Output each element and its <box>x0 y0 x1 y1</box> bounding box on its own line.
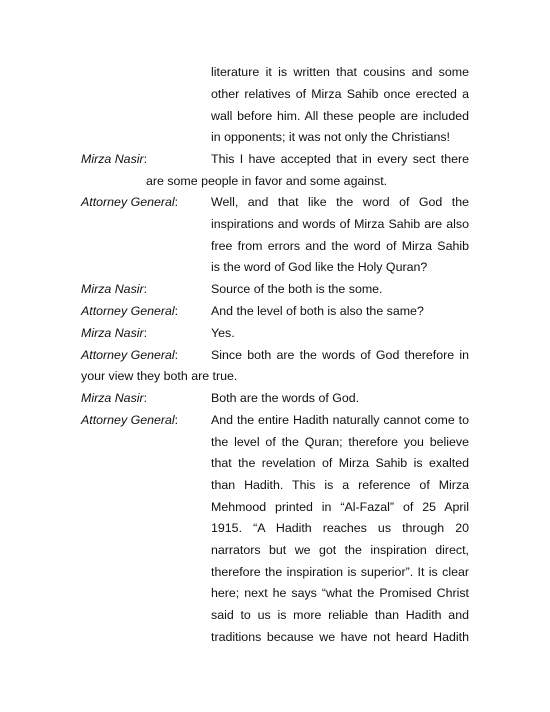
text-line: Well, and that like the word of God the <box>211 195 469 209</box>
text-line: other relatives of Mirza Sahib once erected a <box>211 87 469 101</box>
speaker-label: Mirza Nasir: <box>81 152 148 166</box>
text-line: Mehmood printed in “Al-Fazal” of 25 April <box>211 500 469 514</box>
text-line: Since both are the words of God therefore in <box>211 348 469 362</box>
text-line: that the revelation of Mirza Sahib is exalted <box>211 456 469 470</box>
speaker-label: Attorney General: <box>81 348 179 362</box>
text-line: than Hadith. This is a reference of Mirza <box>211 478 469 492</box>
text-line: in opponents; it was not only the Christians! <box>211 130 450 144</box>
text-line: traditions because we have not heard Hadith <box>211 630 469 644</box>
speaker-label: Attorney General: <box>81 304 179 318</box>
text-line: 1915. “A Hadith reaches us through 20 <box>211 521 469 535</box>
text-line: your view they both are true. <box>81 369 238 383</box>
speaker-label: Attorney General: <box>81 413 179 427</box>
text-line: therefore the inspiration is superior”. It is clear <box>211 565 469 579</box>
text-line: narrators but we got the inspiration direct, <box>211 543 469 557</box>
text-line: literature it is written that cousins and some <box>211 65 469 79</box>
text-line: here; next he says “what the Promised Christ <box>211 586 469 600</box>
speaker-label: Mirza Nasir: <box>81 326 148 340</box>
text-line: the level of the Quran; therefore you believe <box>211 435 469 449</box>
text-line: are some people in favor and some against. <box>146 174 388 188</box>
text-line: Both are the words of God. <box>211 391 360 405</box>
text-line: Source of the both is the some. <box>211 282 383 296</box>
text-line: wall before him. All these people are included <box>211 109 469 123</box>
speaker-label: Mirza Nasir: <box>81 282 148 296</box>
text-line: And the level of both is also the same? <box>211 304 424 318</box>
text-line: This I have accepted that in every sect there <box>211 152 469 166</box>
speaker-label: Mirza Nasir: <box>81 391 148 405</box>
text-line: said to us is more reliable than Hadith and <box>211 608 469 622</box>
speaker-label: Attorney General: <box>81 195 179 209</box>
text-line: Yes. <box>211 326 235 340</box>
text-line: inspirations and words of Mirza Sahib are also <box>211 217 469 231</box>
text-line: And the entire Hadith naturally cannot come to <box>211 413 469 427</box>
text-line: free from errors and the word of Mirza Sahib <box>211 239 469 253</box>
text-line: is the word of God like the Holy Quran? <box>211 260 428 274</box>
